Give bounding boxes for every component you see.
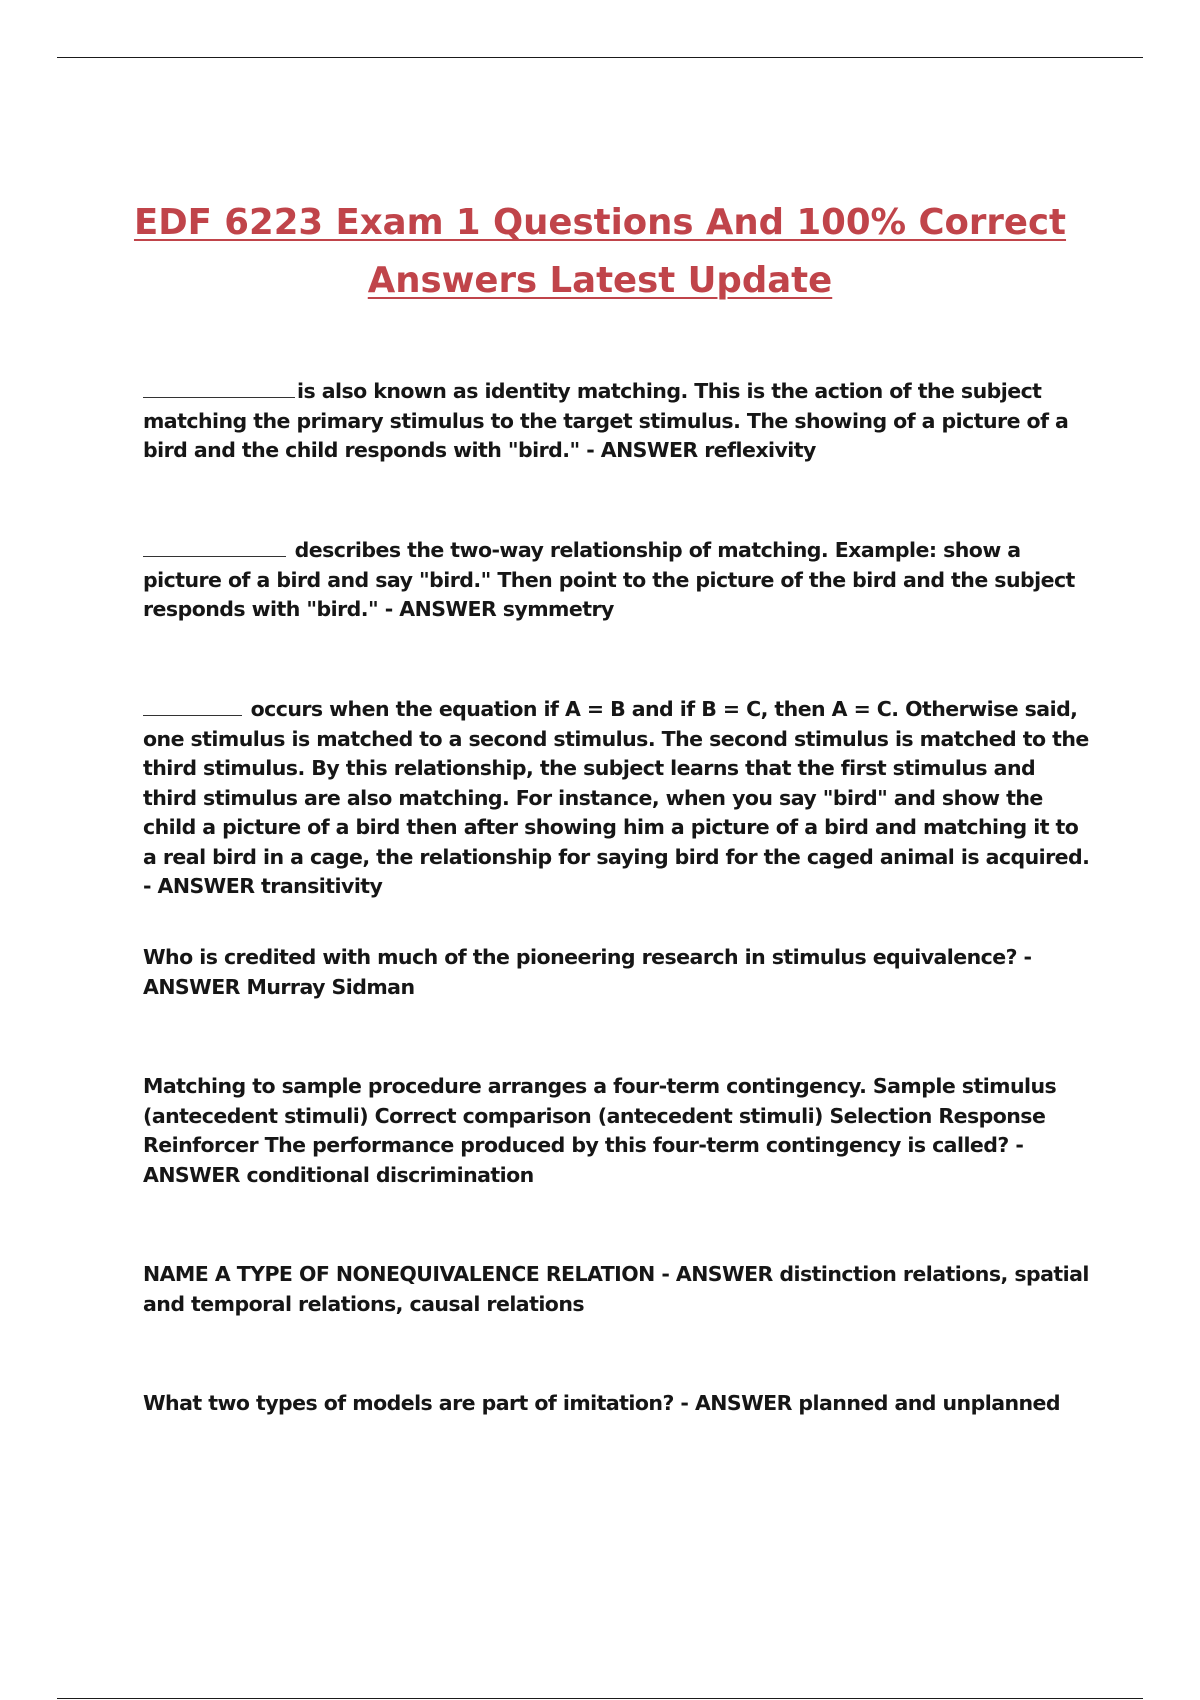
question-text: describes the two-way relationship of matching. Example: show a picture of a bird and say "bird." Then point to the picture of the bird and the subject responds with "bird." - ANSWER symmetry [143,538,1075,621]
title-line-2: Answers Latest Update [367,260,833,301]
footer-rule [57,1698,1143,1699]
question-text: Matching to sample procedure arranges a four-term contingency. Sample stimulus (antecedent stimuli) Correct comparison (antecedent stimuli) Selection Response Reinforcer The performance produced by this four-term contingency is called? - ANSWER conditional discrimination [143,1074,1057,1187]
question-text: Who is credited with much of the pioneering research in stimulus equivalence? - ANSWER Murray Sidman [143,945,1032,999]
question-item [143,695,1093,902]
question-item [143,377,1093,466]
question-text: is also known as identity matching. This is the action of the subject matching the primary stimulus to the target stimulus. The showing of a picture of a bird and the child responds with "bird." - ANSWER reflexivity [143,379,1069,462]
question-item [143,1072,1093,1190]
question-item [143,943,1093,1002]
question-item [143,1389,1093,1419]
answer-blank [143,714,242,716]
header-rule [57,57,1143,58]
question-text: NAME A TYPE OF NONEQUIVALENCE RELATION - ANSWER distinction relations, spatial and temporal relations, causal relations [143,1262,1089,1316]
answer-blank [143,396,295,398]
question-text: What two types of models are part of imitation? - ANSWER planned and unplanned [143,1391,1061,1415]
title-line-1: EDF 6223 Exam 1 Questions And 100% Correct [133,202,1067,243]
question-text: occurs when the equation if A = B and if B = C, then A = C. Otherwise said, one stimulus is matched to a second stimulus. The second stimulus is matched to the third stimulus. By this relationship, the subject learns that the first stimulus and third stimulus are also matching. For instance, when you say "bird" and show the child a picture of a bird then after showing him a picture of a bird and matching it to a real bird in a cage, the relationship for saying bird for the caged animal is acquired. - ANSWER transitivity [143,697,1090,898]
document-title [100,194,1100,310]
answer-blank [143,555,286,557]
question-item [143,1260,1093,1319]
question-item [143,536,1093,625]
